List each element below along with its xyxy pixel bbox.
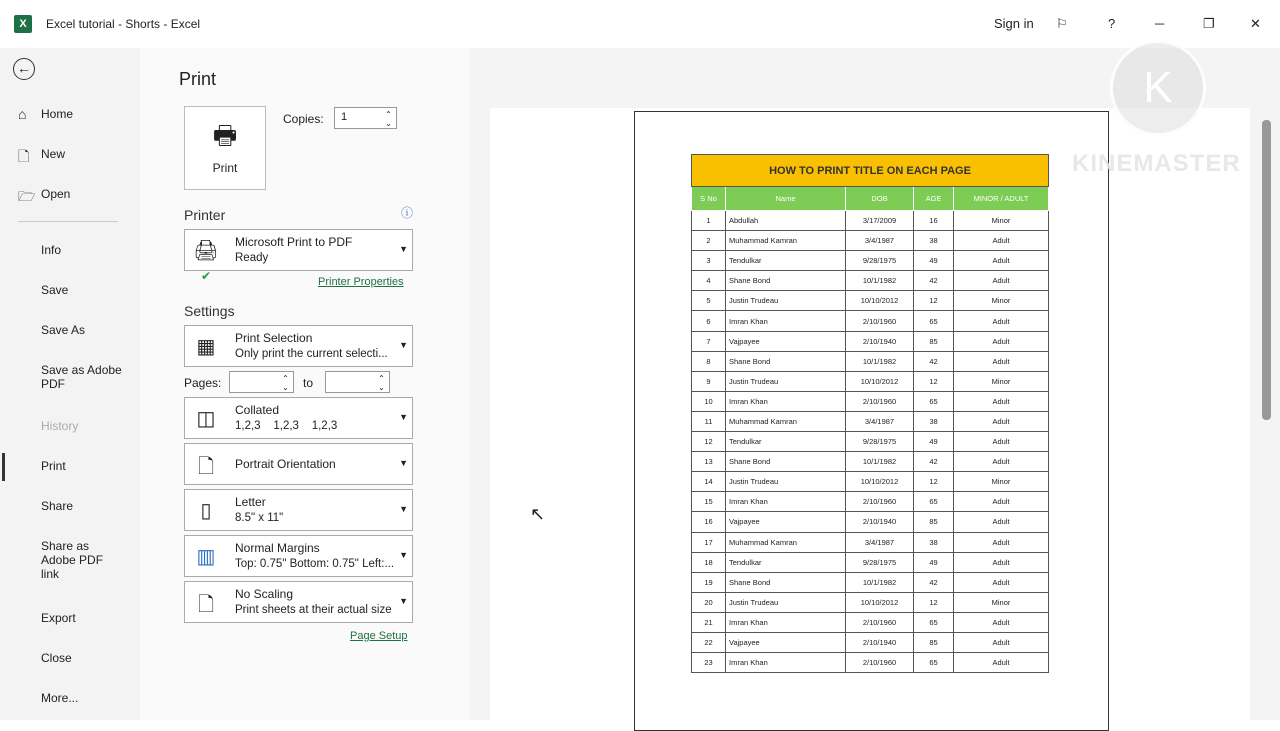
sidebar-item-history: History xyxy=(41,419,79,433)
table-cell: Minor xyxy=(954,371,1049,391)
table-cell: Adult xyxy=(954,512,1049,532)
setting-desc: Top: 0.75" Bottom: 0.75" Left:... xyxy=(235,558,395,570)
table-cell: 65 xyxy=(914,612,954,632)
col-header: AGE xyxy=(914,187,954,211)
table-cell: Adult xyxy=(954,632,1049,652)
table-row xyxy=(692,331,1049,351)
table-cell: Imran Khan xyxy=(726,391,846,411)
scaling-page-icon: 🗋 xyxy=(197,594,215,616)
table-cell: 2/10/1960 xyxy=(846,391,914,411)
table-cell: 2/10/1960 xyxy=(846,492,914,512)
table-cell: 19 xyxy=(692,572,726,592)
active-indicator xyxy=(2,453,5,481)
table-row xyxy=(692,251,1049,271)
feedback-icon[interactable]: ⚐ xyxy=(1056,16,1068,31)
table-cell: 38 xyxy=(914,532,954,552)
scaling-dropdown[interactable] xyxy=(184,581,413,623)
table-cell: 17 xyxy=(692,532,726,552)
sidebar-item-save-as[interactable]: Save As xyxy=(41,323,86,337)
to-label: to xyxy=(303,376,314,390)
table-row xyxy=(692,612,1049,632)
table-row xyxy=(692,311,1049,331)
minimize-button[interactable]: ─ xyxy=(1155,16,1165,31)
table-row xyxy=(692,653,1049,673)
table-cell: Shane Bond xyxy=(726,271,846,291)
table-cell: Vajpayee xyxy=(726,512,846,532)
restore-button[interactable]: ❐ xyxy=(1203,16,1215,31)
table-cell: 38 xyxy=(914,231,954,251)
table-cell: 20 xyxy=(692,592,726,612)
setting-title: Letter xyxy=(235,495,266,509)
table-cell: 13 xyxy=(692,452,726,472)
table-cell: 12 xyxy=(914,472,954,492)
table-cell: Justin Trudeau xyxy=(726,371,846,391)
table-cell: 10 xyxy=(692,391,726,411)
setting-title: Portrait Orientation xyxy=(235,457,336,471)
table-cell: 49 xyxy=(914,552,954,572)
table-cell: Tendulkar xyxy=(726,552,846,572)
table-row xyxy=(692,572,1049,592)
table-cell: Imran Khan xyxy=(726,612,846,632)
table-row xyxy=(692,211,1049,231)
table-cell: Minor xyxy=(954,592,1049,612)
table-row xyxy=(692,391,1049,411)
table-cell: 2/10/1960 xyxy=(846,612,914,632)
table-cell: 2/10/1940 xyxy=(846,331,914,351)
table-cell: Shane Bond xyxy=(726,452,846,472)
table-cell: 1 xyxy=(692,211,726,231)
table-row xyxy=(692,371,1049,391)
selection-grid-icon: ▦ xyxy=(196,336,216,358)
setting-desc: Print sheets at their actual size xyxy=(235,604,392,616)
print-button[interactable] xyxy=(184,106,266,190)
table-row xyxy=(692,291,1049,311)
sheet-table xyxy=(691,154,1049,673)
table-cell: Minor xyxy=(954,291,1049,311)
pages-to-input[interactable] xyxy=(325,371,390,393)
table-cell: Muhammad Kamran xyxy=(726,532,846,552)
table-cell: 23 xyxy=(692,653,726,673)
table-row xyxy=(692,271,1049,291)
table-cell: Shane Bond xyxy=(726,351,846,371)
chevron-down-icon: ▼ xyxy=(399,596,408,606)
table-cell: 49 xyxy=(914,432,954,452)
table-cell: 3/4/1987 xyxy=(846,231,914,251)
vertical-scrollbar[interactable] xyxy=(1262,120,1271,420)
table-cell: Vajpayee xyxy=(726,632,846,652)
divider xyxy=(18,221,118,222)
table-cell: 10/10/2012 xyxy=(846,472,914,492)
table-cell: Adult xyxy=(954,492,1049,512)
table-cell: 2/10/1960 xyxy=(846,311,914,331)
chevron-down-icon: ▼ xyxy=(399,458,408,468)
table-row xyxy=(692,231,1049,251)
table-cell: Adult xyxy=(954,351,1049,371)
table-cell: 16 xyxy=(914,211,954,231)
table-row xyxy=(692,411,1049,431)
printer-status: Ready xyxy=(235,252,269,264)
page-setup-link[interactable]: Page Setup xyxy=(350,630,408,642)
table-row xyxy=(692,432,1049,452)
kinemaster-watermark: KINEMASTER xyxy=(1072,150,1241,177)
table-cell: Adult xyxy=(954,532,1049,552)
table-cell: 12 xyxy=(914,291,954,311)
table-cell: Imran Khan xyxy=(726,492,846,512)
table-cell: 65 xyxy=(914,492,954,512)
sidebar-item-save[interactable]: Save xyxy=(41,283,69,297)
chevron-down-icon: ▼ xyxy=(399,412,408,422)
printer-properties-link[interactable]: Printer Properties xyxy=(318,276,404,288)
new-icon: 🗋 xyxy=(18,148,30,164)
table-cell: Adult xyxy=(954,331,1049,351)
table-cell: 4 xyxy=(692,271,726,291)
table-cell: Adult xyxy=(954,552,1049,572)
table-cell: Adult xyxy=(954,271,1049,291)
table-cell: 3 xyxy=(692,251,726,271)
sidebar-item-open[interactable]: Open xyxy=(41,187,71,201)
printer-ready-icon: 🖨✔ xyxy=(193,240,219,283)
table-cell: 10/1/1982 xyxy=(846,452,914,472)
table-row xyxy=(692,512,1049,532)
setting-title: Print Selection xyxy=(235,331,313,345)
table-cell: 85 xyxy=(914,512,954,532)
table-cell: Adult xyxy=(954,391,1049,411)
col-header: DOB xyxy=(846,187,914,211)
table-cell: Imran Khan xyxy=(726,311,846,331)
sidebar-item-new[interactable]: New xyxy=(41,147,66,161)
table-cell: Muhammad Kamran xyxy=(726,231,846,251)
table-cell: Abdullah xyxy=(726,211,846,231)
chevron-down-icon: ▼ xyxy=(399,340,408,350)
table-cell: Tendulkar xyxy=(726,251,846,271)
table-cell: Adult xyxy=(954,411,1049,431)
table-cell: 9/28/1975 xyxy=(846,251,914,271)
table-cell: Justin Trudeau xyxy=(726,592,846,612)
col-header: MINOR / ADULT xyxy=(954,187,1049,211)
back-arrow-icon[interactable]: ← xyxy=(13,58,35,80)
setting-title: Collated xyxy=(235,403,280,417)
paper-size-dropdown[interactable] xyxy=(184,489,413,531)
table-cell: 10/10/2012 xyxy=(846,291,914,311)
chevron-down-icon: ▼ xyxy=(399,244,408,254)
sidebar-item-info[interactable]: Info xyxy=(41,243,62,257)
table-cell: Adult xyxy=(954,572,1049,592)
sidebar-item-home[interactable]: Home xyxy=(41,107,74,121)
sidebar-item-export[interactable]: Export xyxy=(41,611,76,625)
table-cell: 2 xyxy=(692,231,726,251)
table-cell: 10/10/2012 xyxy=(846,592,914,612)
table-cell: 8 xyxy=(692,351,726,371)
table-cell: Minor xyxy=(954,472,1049,492)
settings-heading: Settings xyxy=(184,303,235,319)
table-cell: 9/28/1975 xyxy=(846,552,914,572)
table-cell: Adult xyxy=(954,231,1049,251)
setting-desc: 1,2,3 1,2,3 1,2,3 xyxy=(235,420,338,432)
table-cell: 65 xyxy=(914,311,954,331)
table-row xyxy=(692,472,1049,492)
table-row xyxy=(692,351,1049,371)
table-cell: 3/4/1987 xyxy=(846,411,914,431)
open-icon: 🗁 xyxy=(18,188,36,204)
backstage-sidebar xyxy=(0,48,140,720)
table-cell: Adult xyxy=(954,653,1049,673)
col-header: Name xyxy=(726,187,846,211)
orientation-dropdown[interactable] xyxy=(184,443,413,485)
setting-desc: 8.5" x 11" xyxy=(235,512,284,524)
pages-from-input[interactable] xyxy=(229,371,294,393)
portrait-page-icon: 🗋 xyxy=(197,456,215,478)
sidebar-item-save-as-adobe-pdf[interactable]: Save as Adobe PDF xyxy=(41,363,122,391)
table-cell: 2/10/1960 xyxy=(846,653,914,673)
table-cell: Adult xyxy=(954,452,1049,472)
sheet-title: HOW TO PRINT TITLE ON EACH PAGE xyxy=(692,155,1049,187)
mouse-cursor-icon: ↖ xyxy=(530,504,546,524)
table-cell: 10/1/1982 xyxy=(846,271,914,291)
table-row xyxy=(692,452,1049,472)
chevron-down-icon: ▼ xyxy=(399,550,408,560)
table-cell: Adult xyxy=(954,311,1049,331)
table-cell: 42 xyxy=(914,271,954,291)
table-cell: 42 xyxy=(914,572,954,592)
table-cell: 10/1/1982 xyxy=(846,572,914,592)
margins-dropdown[interactable] xyxy=(184,535,413,577)
sign-in-link[interactable]: Sign in xyxy=(994,16,1034,31)
table-cell: Adult xyxy=(954,432,1049,452)
table-cell: 38 xyxy=(914,411,954,431)
table-cell: Adult xyxy=(954,251,1049,271)
table-cell: Muhammad Kamran xyxy=(726,411,846,431)
window-title: Excel tutorial - Shorts - Excel xyxy=(46,17,201,31)
kinemaster-logo: K xyxy=(1110,40,1206,136)
col-header: S No xyxy=(692,187,726,211)
table-cell: 14 xyxy=(692,472,726,492)
table-cell: 5 xyxy=(692,291,726,311)
table-row xyxy=(692,632,1049,652)
sidebar-item-share[interactable]: Share xyxy=(41,499,74,513)
collation-dropdown[interactable] xyxy=(184,397,413,439)
table-cell: 85 xyxy=(914,331,954,351)
table-cell: 85 xyxy=(914,632,954,652)
setting-title: No Scaling xyxy=(235,587,294,601)
table-cell: 21 xyxy=(692,612,726,632)
table-row xyxy=(692,592,1049,612)
title-bar xyxy=(0,0,1280,48)
home-icon: ⌂ xyxy=(18,106,27,122)
table-cell: Tendulkar xyxy=(726,432,846,452)
table-cell: 22 xyxy=(692,632,726,652)
table-cell: 3/17/2009 xyxy=(846,211,914,231)
table-cell: 6 xyxy=(692,311,726,331)
table-cell: Imran Khan xyxy=(726,653,846,673)
table-cell: 16 xyxy=(692,512,726,532)
table-cell: 12 xyxy=(914,371,954,391)
margins-icon: ▥ xyxy=(196,546,216,568)
printer-heading: Printer xyxy=(184,207,226,223)
copies-label: Copies: xyxy=(283,112,324,126)
table-cell: 12 xyxy=(692,432,726,452)
sidebar-item-print[interactable]: Print xyxy=(41,459,66,473)
help-button[interactable]: ? xyxy=(1108,16,1116,31)
table-cell: Justin Trudeau xyxy=(726,472,846,492)
print-button-label: Print xyxy=(212,161,238,175)
table-cell: 42 xyxy=(914,351,954,371)
table-cell: 49 xyxy=(914,251,954,271)
info-icon[interactable]: ⓘ xyxy=(401,206,414,220)
setting-title: Normal Margins xyxy=(235,541,320,555)
printer-icon: 🖶 xyxy=(212,120,238,150)
table-cell: Justin Trudeau xyxy=(726,291,846,311)
table-cell: 15 xyxy=(692,492,726,512)
chevron-down-icon: ▼ xyxy=(399,504,408,514)
table-cell: 18 xyxy=(692,552,726,572)
table-cell: Adult xyxy=(954,612,1049,632)
close-button[interactable]: ✕ xyxy=(1250,16,1261,31)
sidebar-item-more[interactable]: More... xyxy=(41,691,79,705)
paper-icon: ▯ xyxy=(200,500,212,522)
table-cell: 7 xyxy=(692,331,726,351)
table-cell: 65 xyxy=(914,391,954,411)
table-cell: 65 xyxy=(914,653,954,673)
table-cell: 9/28/1975 xyxy=(846,432,914,452)
table-cell: 3/4/1987 xyxy=(846,532,914,552)
table-cell: Shane Bond xyxy=(726,572,846,592)
copies-input[interactable]: 1 ⌃⌄ xyxy=(334,107,397,129)
table-row xyxy=(692,492,1049,512)
table-cell: Vajpayee xyxy=(726,331,846,351)
pages-label: Pages: xyxy=(184,376,222,390)
table-cell: 10/1/1982 xyxy=(846,351,914,371)
printer-name: Microsoft Print to PDF xyxy=(235,235,353,249)
table-cell: 9 xyxy=(692,371,726,391)
table-cell: 2/10/1940 xyxy=(846,512,914,532)
table-cell: 10/10/2012 xyxy=(846,371,914,391)
table-cell: 11 xyxy=(692,411,726,431)
table-cell: 2/10/1940 xyxy=(846,632,914,652)
table-row xyxy=(692,552,1049,572)
table-cell: 42 xyxy=(914,452,954,472)
table-cell: 12 xyxy=(914,592,954,612)
page-title: Print xyxy=(179,69,217,89)
setting-desc: Only print the current selecti... xyxy=(235,348,388,360)
excel-logo-icon: X xyxy=(14,15,32,33)
sidebar-item-close[interactable]: Close xyxy=(41,651,72,665)
table-cell: Minor xyxy=(954,211,1049,231)
collated-icon: ◫ xyxy=(196,408,216,430)
sidebar-item-share-adobe-pdf-link[interactable]: Share as Adobe PDF link xyxy=(41,539,104,581)
table-row xyxy=(692,532,1049,552)
print-what-dropdown[interactable] xyxy=(184,325,413,367)
